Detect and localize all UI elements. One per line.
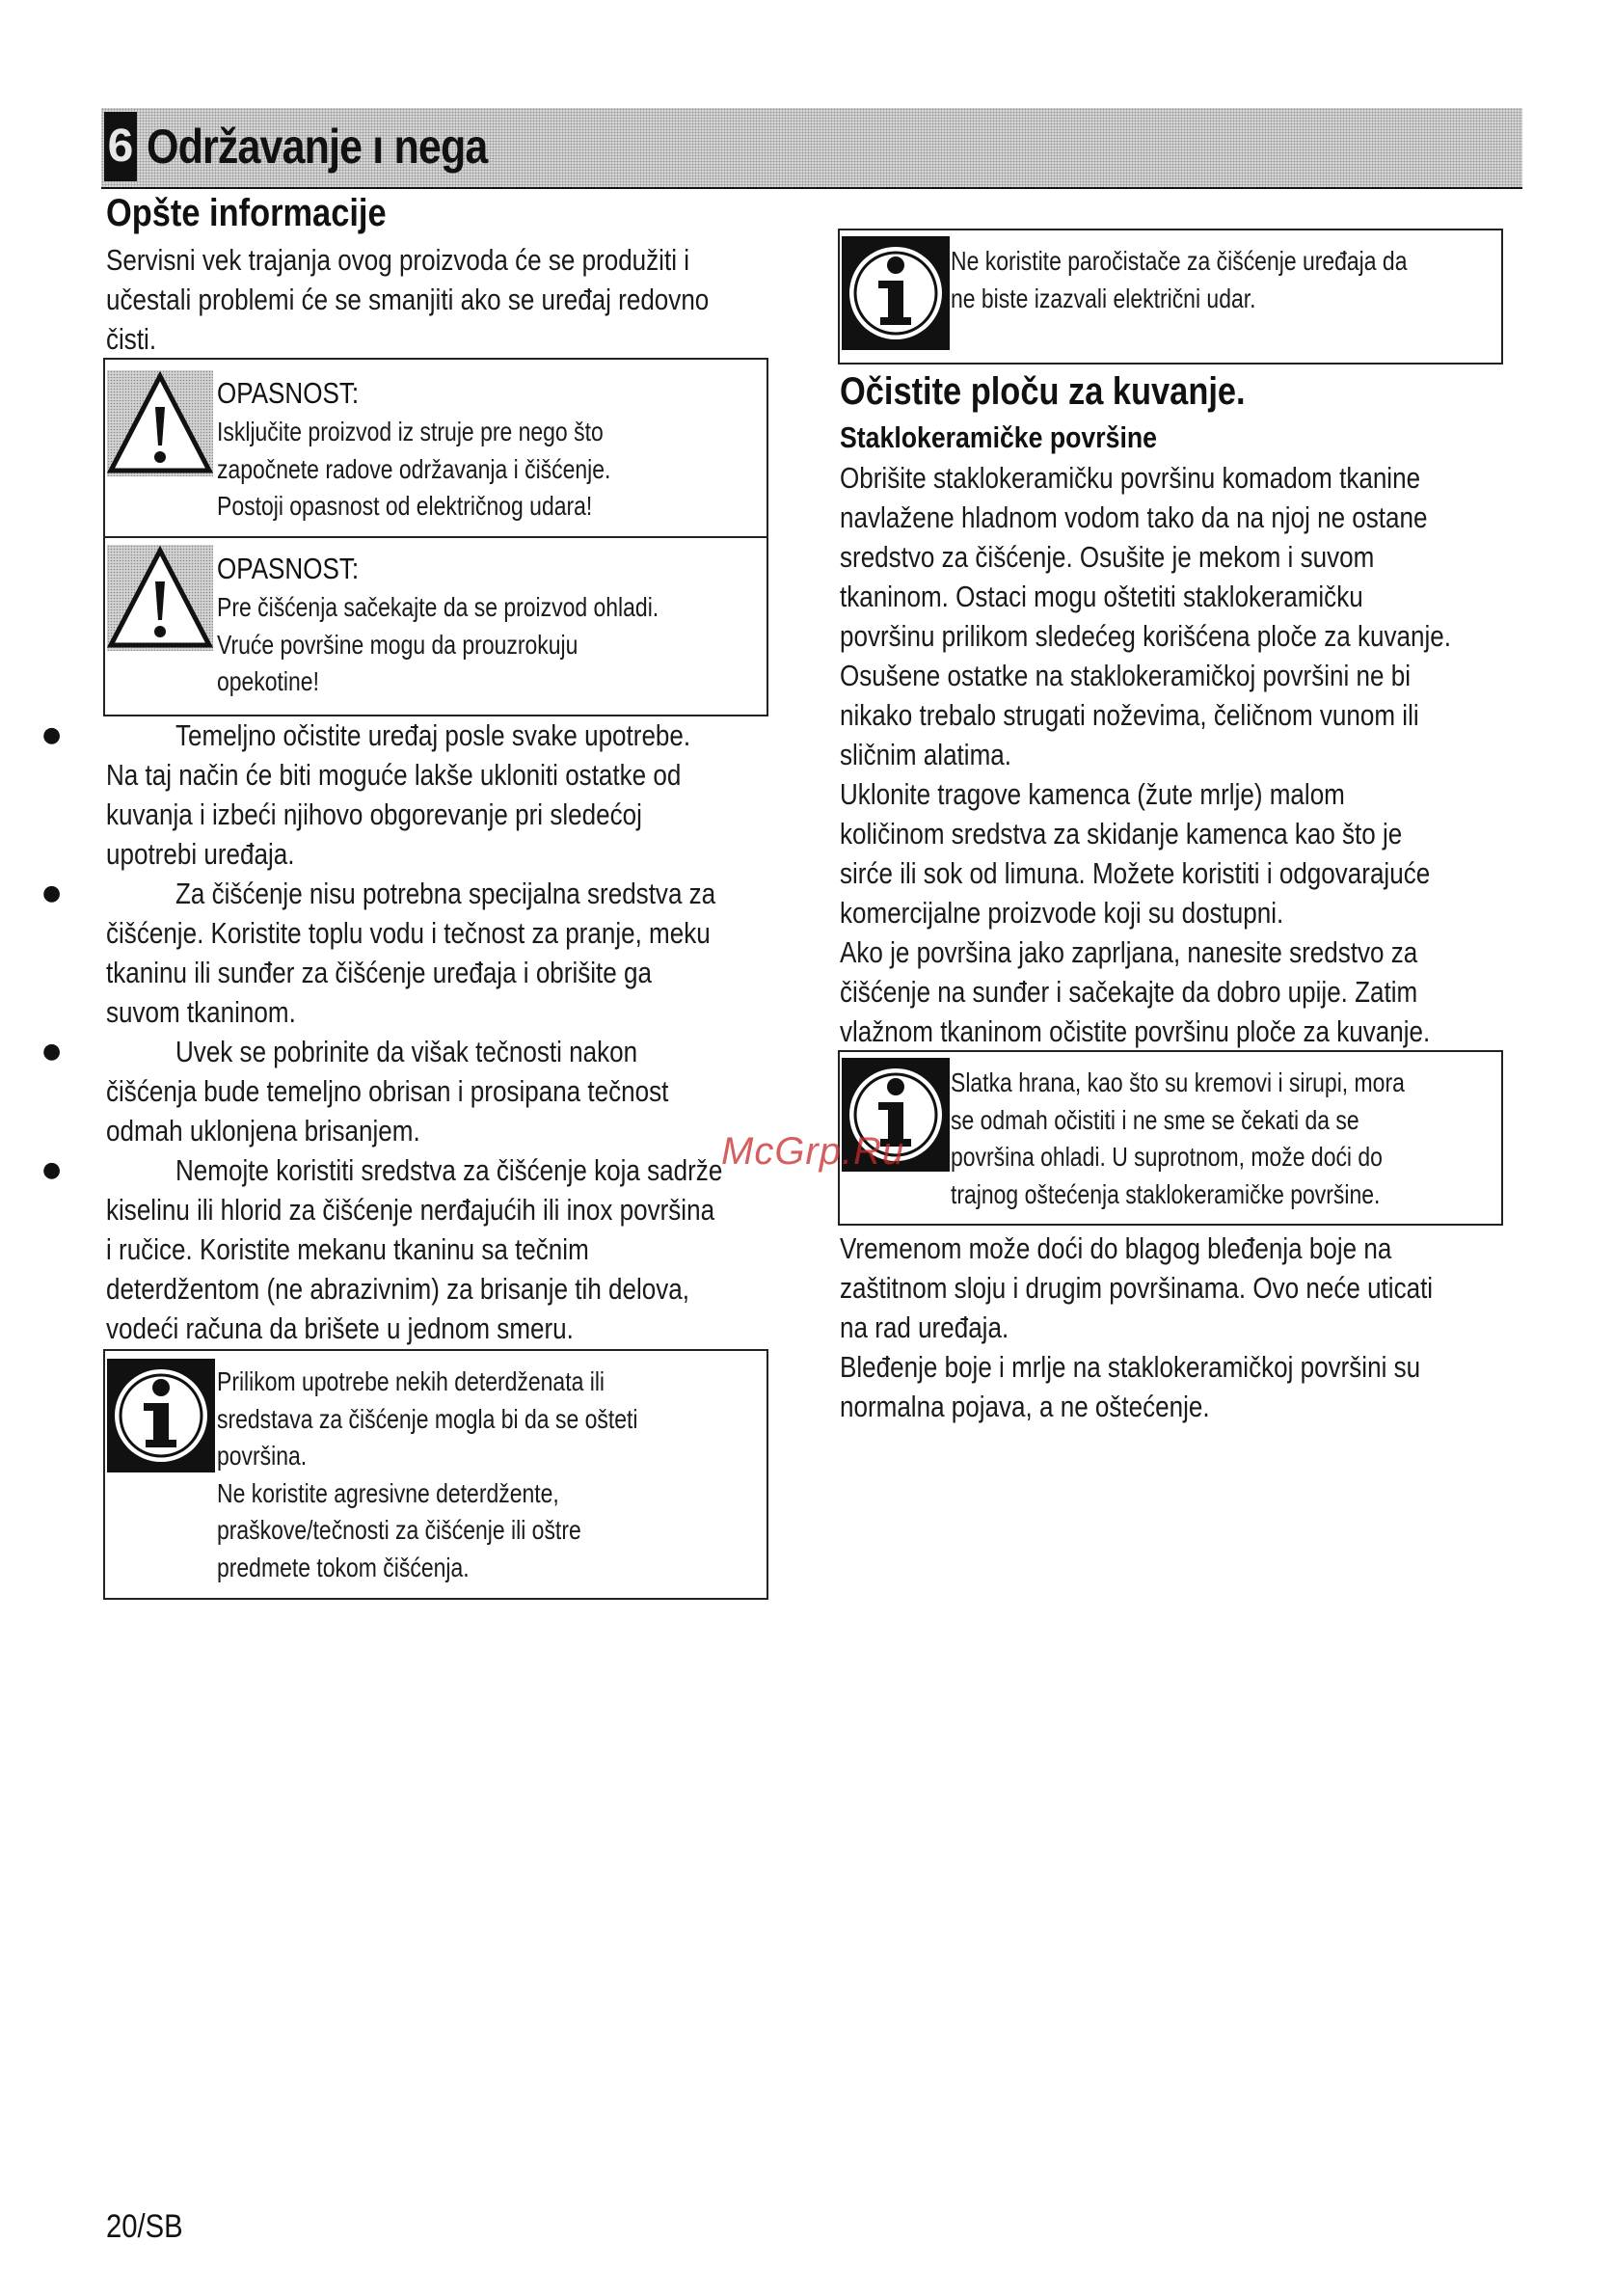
glass-ceramic-paragraph: Obrišite staklokeramičku površinu komadom tkanine navlažene hladnom vodom tako da na njoj ne ostane sredstvo za čišćenje. Osušite je mekom i suvom tkaninom. Ostaci mogu oštetiti staklokeramičku površinu prilikom sledećeg korišćena ploče za kuvanje. Osušene ostatke na staklokeramičkoj površini ne bi nikako trebalo strugati noževima, čeličnom vunom ili sličnim alatima. Uklonite tragove kamenca (žute mrlje) malom količinom sredstva za skidanje kamenca kao što je sirće ili sok od limuna. Možete koristiti i odgovarajuće komercijalne proizvode koji su dostupni. Ako je površina jako zaprljana, nanesite sredstvo za čišćenje na sunđer i sačekajte da dobro upije. Zatim vlažnom tkaninom očistite površinu ploče za kuvanje. [840,461,1451,1048]
warning-triangle-icon [107,545,213,651]
warning-title-2: OPASNOST: [217,552,360,585]
warning-triangle-icon [107,370,213,476]
bullet-marker: ● [42,881,62,905]
page-number: 20/SB [106,2208,183,2245]
info-box-sweet-food-text: Slatka hrana, kao što su kremovi i sirupi, mora se odmah očistiti i ne sme se čekati da se površina ohladi. U suprotnom, može doći do trajnog oštećenja staklokeramičke površine. [951,1067,1405,1209]
discoloration-paragraph: Vremenom može doći do blagog bleđenja boje na zaštitnom sloju i drugim površinama. Ovo neće uticati na rad uređaja. Bleđenje boje i mrlje na staklokeramičkoj površini su normalna pojava, a ne oštećenje. [840,1231,1434,1423]
heading-clean-hob: Očistite ploču za kuvanje. [840,370,1246,413]
info-icon [107,1359,215,1472]
intro-paragraph: Servisni vek trajanja ovog proizvoda će se produžiti i učestali problemi će se smanjiti ako se uređaj redovno čisti. [106,243,710,356]
bullet-4-first-line: Nemojte koristiti sredstva za čišćenje koja sadrže [175,1153,723,1187]
info-box-detergents-text: Prilikom upotrebe nekih deterdženata ili sredstava za čišćenje mogla bi da se ošteti površina. Ne koristite agresivne deterdžente, praškove/tečnosti za čišćenje ili oštre predmete tokom čišćenja. [217,1366,638,1582]
info-icon [842,236,950,350]
warning-text-2: Pre čišćenja sačekajte da se proizvod ohladi. Vruće površine mogu da prouzrokuju opekotine! [217,592,659,696]
bullet-1-text: Na taj način će biti moguće lakše ukloniti ostatke od kuvanja i izbeći njihovo obgorevanje pri sledećoj upotrebi uređaja. [106,758,682,871]
bullet-4-text: kiselinu ili hlorid za čišćenje nerđajućih ili inox površina i ručice. Koristite mekanu tkaninu sa tečnim deterdžentom (ne abrazivnim) za brisanje tih delova, vodeći računa da brišete u jednom smeru. [106,1193,715,1345]
info-box-steam-text: Ne koristite paročistače za čišćenje uređaja da ne biste izazvali električni udar. [951,246,1408,313]
bullet-3-text: čišćenja bude temeljno obrisan i prosipana tečnost odmah uklonjena brisanjem. [106,1074,669,1148]
watermark: McGrp.Ru [721,1130,905,1173]
bullet-1-first-line: Temeljno očistite uređaj posle svake upotrebe. [175,718,691,752]
bullet-marker: ● [42,723,62,747]
section-number: 6 [104,112,137,181]
bullet-2-first-line: Za čišćenje nisu potrebna specijalna sredstva za [175,877,716,910]
bullet-marker: ● [42,1040,62,1064]
bullet-2-text: čišćenje. Koristite toplu vodu i tečnost za pranje, meku tkaninu ili sunđer za čišćenje uređaja i obrišite ga suvom tkaninom. [106,916,711,1029]
subheading-glass-ceramic: Staklokeramičke površine [840,420,1157,454]
section-title: Održavanje ı nega [147,120,488,174]
heading-general-info: Opšte informacije [106,192,387,234]
bullet-marker: ● [42,1158,62,1182]
warning-title-1: OPASNOST: [217,376,360,410]
bullet-3-first-line: Uvek se pobrinite da višak tečnosti nakon [175,1035,638,1068]
warning-text-1: Isključite proizvod iz struje pre nego što započnete radove održavanja i čišćenje. Postoji opasnost od električnog udara! [217,417,611,521]
